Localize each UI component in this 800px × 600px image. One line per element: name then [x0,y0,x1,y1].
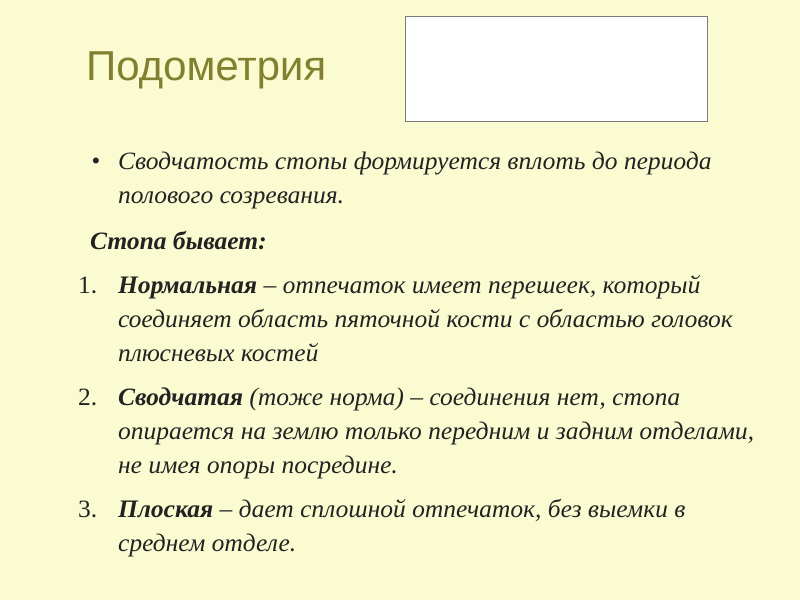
list-term: Нормальная [118,270,258,299]
bullet-item [0,144,758,212]
slide-title: Подометрия [86,42,327,89]
list-number: 1. [78,270,98,299]
list-item [0,492,758,560]
bullet-text: Сводчатость стопы формируется вплоть до периода полового созревания. [118,146,712,209]
image-placeholder-box [405,16,708,122]
slide-body [0,144,800,560]
bullet-marker: • [92,148,100,173]
list-number: 2. [78,382,98,411]
list-text: (тоже норма) – соединения нет, стопа опирается на землю только передним и задним отделами, не имея опоры посредине. [118,382,755,479]
list-text: – отпечаток имеет перешеек, который соединяет область пяточной кости с областью головок плюсневых костей [118,270,733,367]
list-term: Плоская [118,494,214,523]
list-number: 3. [78,494,98,523]
subheading: Стопа бывает: [90,226,267,255]
list-text: – дает сплошной отпечаток, без выемки в среднем отделе. [118,494,686,557]
list-item [0,380,758,482]
list-item [0,268,758,370]
list-term: Сводчатая [118,382,243,411]
